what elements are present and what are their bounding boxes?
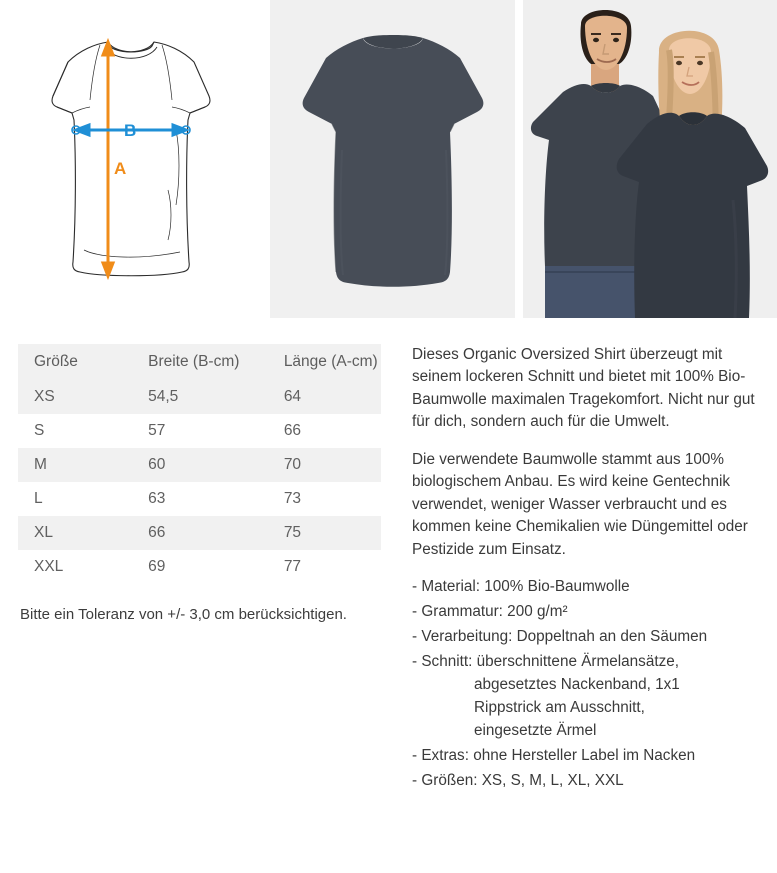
product-spec-list (412, 576, 767, 792)
model-photo-image[interactable] (523, 0, 777, 318)
column-header-size: Größe (34, 353, 78, 370)
cell-width: 60 (148, 456, 166, 473)
table-header-row (18, 344, 381, 380)
cell-size: M (34, 456, 47, 473)
product-image-gallery (0, 0, 777, 318)
product-description (412, 344, 767, 561)
spec-extras: - Extras: ohne Hersteller Label im Nacken (412, 746, 696, 764)
size-chart-column (0, 344, 400, 795)
cell-size: XS (34, 388, 55, 405)
cell-size: L (34, 490, 43, 507)
description-paragraph-1: Dieses Organic Oversized Shirt überzeugt mit seinem lockeren Schnitt und bietet mit 100% Bio-Baumwolle maximalen Tragekomfort. Nicht nur gut für dich, sondern auch für die Umwelt. (412, 346, 755, 431)
table-row (18, 380, 381, 414)
height-label: A (114, 159, 127, 178)
table-row (18, 482, 381, 516)
cell-size: XL (34, 524, 53, 541)
table-row (18, 448, 381, 482)
spec-verarbeitung: - Verarbeitung: Doppeltnah an den Säumen (412, 628, 708, 646)
cell-length: 70 (283, 456, 302, 473)
spec-grammatur: - Grammatur: 200 g/m² (412, 603, 568, 621)
description-paragraph-2: Die verwendete Baumwolle stammt aus 100% biologischem Anbau. Es wird keine Gentechnik verwendet, weniger Wasser verbraucht und es kommen keine Chemikalien wie Düngemittel oder Pestizide zum Einsatz. (412, 450, 748, 558)
cell-size: XXL (34, 558, 64, 575)
technical-drawing-image[interactable] (0, 0, 262, 318)
cell-length: 77 (283, 558, 302, 575)
table-row (18, 414, 381, 448)
tshirt-diagram-svg (0, 0, 262, 318)
table-row (18, 550, 381, 584)
model-photo-canvas (523, 0, 777, 318)
spec-schnitt-line4: eingesetzte Ärmel (474, 721, 597, 739)
cell-width: 63 (148, 490, 166, 507)
models-svg (523, 0, 777, 318)
width-label: B (124, 121, 137, 140)
cell-length: 73 (283, 490, 302, 507)
cell-length: 66 (283, 422, 302, 439)
technical-drawing-canvas (0, 0, 262, 318)
table-row (18, 516, 381, 550)
product-details-section (0, 318, 777, 795)
flat-shirt-svg (270, 0, 515, 318)
spec-groessen: - Größen: XS, S, M, L, XL, XXL (412, 771, 624, 789)
cell-size: S (34, 422, 45, 439)
tolerance-note: Bitte ein Toleranz von +/- 3,0 cm berücksichtigen. (20, 606, 347, 623)
spec-schnitt-line3: Rippstrick am Ausschnitt, (474, 699, 645, 717)
cell-width: 57 (148, 422, 166, 439)
cell-width: 69 (148, 558, 166, 575)
cell-width: 66 (148, 524, 166, 541)
spec-material: - Material: 100% Bio-Baumwolle (412, 578, 630, 596)
cell-length: 75 (283, 524, 302, 541)
spec-schnitt-line2: abgesetztes Nackenband, 1x1 (474, 676, 680, 694)
description-column (400, 344, 777, 795)
column-header-length: Länge (A-cm) (283, 353, 378, 370)
product-photo-canvas (270, 0, 515, 318)
size-chart-body (18, 380, 381, 584)
cell-length: 64 (283, 388, 302, 405)
product-photo-image[interactable] (270, 0, 515, 318)
size-chart-header (18, 344, 381, 380)
column-header-width: Breite (B-cm) (148, 353, 240, 370)
size-chart-table (18, 344, 381, 584)
cell-width: 54,5 (148, 388, 179, 405)
spec-schnitt: - Schnitt: überschnittene Ärmelansätze, (412, 653, 679, 671)
